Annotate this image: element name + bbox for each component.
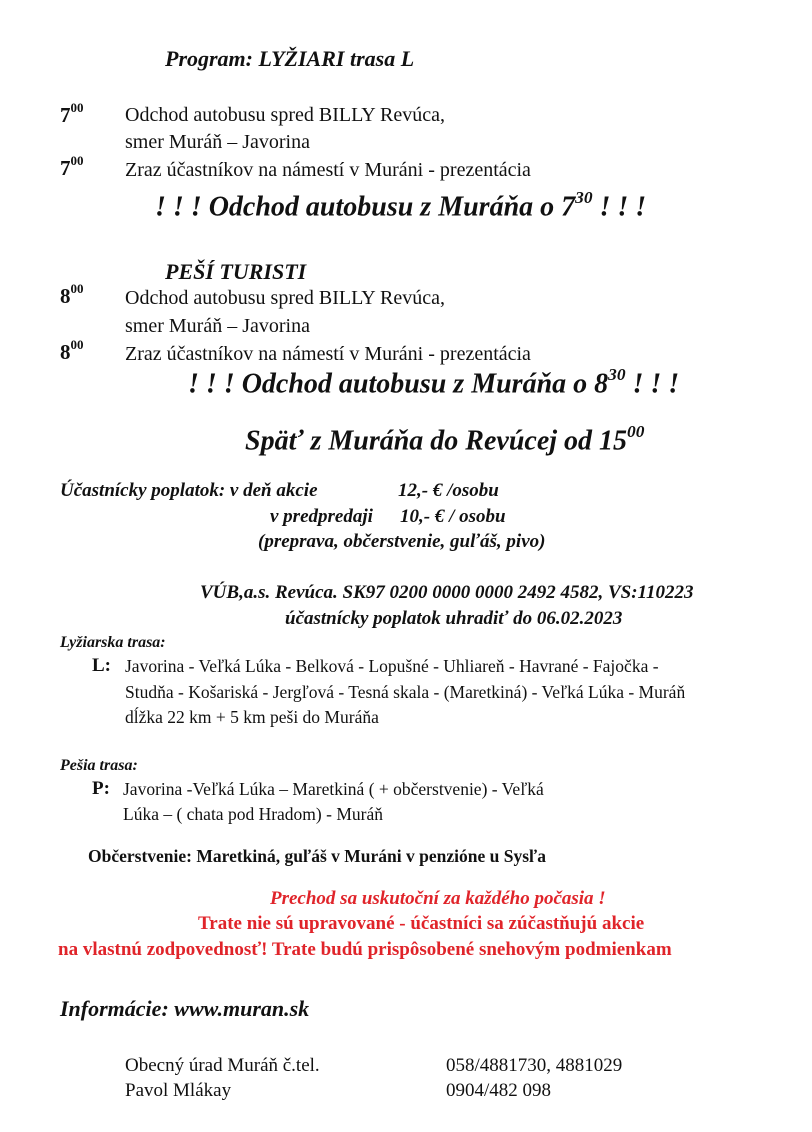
hikers-departure-notice: ! ! ! Odchod autobusu z Muráňa o $8^{30}$ ! ! ! bbox=[188, 365, 680, 400]
fee-presale-label: v predpredaji bbox=[270, 506, 373, 527]
weather-notice: Prechod sa uskutoční za každého počasia ! bbox=[270, 888, 606, 909]
walk-route-code: P: bbox=[92, 778, 110, 799]
fee-presale-price: 10,- € / osobu bbox=[400, 506, 506, 527]
trail-warning-line1: Trate nie sú upravované - účastníci sa zúčastňujú akcie bbox=[198, 913, 645, 934]
fee-includes: (preprava, občerstvenie, guľáš, pivo) bbox=[258, 531, 546, 552]
hikers-row-1-line1: Odchod autobusu spred BILLY Revúca, bbox=[125, 287, 445, 309]
contact-person-name: Pavol Mlákay bbox=[125, 1080, 232, 1101]
ski-time-2: $7^{00}$ bbox=[60, 153, 84, 180]
hikers-title: PEŠÍ TURISTI bbox=[165, 259, 307, 284]
ski-row-1-line1: Odchod autobusu spred BILLY Revúca, bbox=[125, 104, 445, 126]
bank-deadline: účastnícky poplatok uhradiť do 06.02.2023 bbox=[285, 608, 623, 629]
walk-route-heading: Pešia trasa: bbox=[60, 757, 138, 774]
fee-label: Účastnícky poplatok: v deň akcie bbox=[60, 480, 318, 501]
info-website: Informácie: www.muran.sk bbox=[60, 996, 310, 1021]
hikers-row-2-line1: Zraz účastníkov na námestí v Muráni - prezentácia bbox=[125, 343, 531, 365]
ski-route-heading: Lyžiarska trasa: bbox=[60, 634, 166, 651]
bank-account: VÚB,a.s. Revúca. SK97 0200 0000 0000 2492 4582, VS:110223 bbox=[200, 582, 694, 603]
hikers-time-2: $8^{00}$ bbox=[60, 337, 84, 364]
ski-row-2-line1: Zraz účastníkov na námestí v Muráni - prezentácia bbox=[125, 159, 531, 181]
walk-route-line1: Javorina -Veľká Lúka – Maretkiná ( + občerstvenie) - Veľká bbox=[123, 779, 544, 799]
refreshment-note: Občerstvenie: Maretkiná, guľáš v Muráni v penzióne u Sysľa bbox=[88, 846, 546, 866]
return-notice: Späť z Muráňa do Revúcej od $15^{00}$ bbox=[245, 422, 645, 457]
ski-route-line2: Studňa - Košariská - Jergľová - Tesná skala - (Maretkiná) - Veľká Lúka - Muráň bbox=[125, 682, 686, 702]
walk-route-line2: Lúka – ( chata pod Hradom) - Muráň bbox=[123, 804, 383, 824]
ski-time-1: $7^{00}$ bbox=[60, 100, 84, 127]
hikers-time-1: $8^{00}$ bbox=[60, 281, 84, 308]
fee-day-price: 12,- € /osobu bbox=[398, 480, 499, 501]
contact-office-phone: 058/4881730, 4881029 bbox=[446, 1055, 623, 1076]
ski-departure-notice: ! ! ! Odchod autobusu z Muráňa o $7^{30}$ ! ! ! bbox=[155, 188, 647, 223]
ski-route-code: L: bbox=[92, 655, 111, 676]
ski-route-line1: Javorina - Veľká Lúka - Belková - Lopušné - Uhliareň - Havrané - Fajočka - bbox=[125, 656, 659, 676]
contact-person-phone: 0904/482 098 bbox=[446, 1080, 552, 1101]
ski-program-title: Program: LYŽIARI trasa L bbox=[165, 46, 415, 71]
hikers-row-1-line2: smer Muráň – Javorina bbox=[125, 315, 310, 337]
contact-office-name: Obecný úrad Muráň č.tel. bbox=[125, 1055, 320, 1076]
ski-route-length: dĺžka 22 km + 5 km peši do Muráňa bbox=[125, 707, 379, 727]
ski-row-1-line2: smer Muráň – Javorina bbox=[125, 131, 310, 153]
trail-warning-line2: na vlastnú zodpovednosť! Trate budú prispôsobené snehovým podmienkam bbox=[58, 939, 672, 960]
